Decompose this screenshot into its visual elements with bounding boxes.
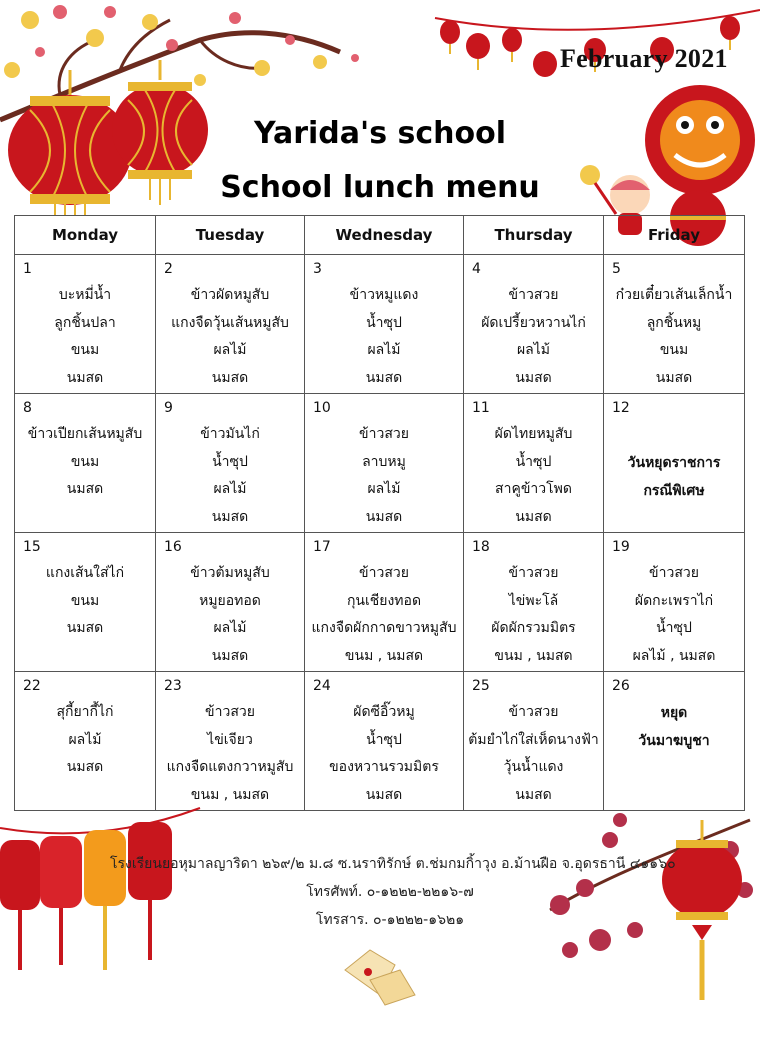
dish-item: ผัดกะเพราไก่ <box>634 592 714 609</box>
dish-item: ลูกชิ้นปลา <box>54 314 116 331</box>
column-header-wednesday: Wednesday <box>305 216 464 255</box>
lunch-menu-table <box>14 215 745 811</box>
day-number: 11 <box>472 400 490 416</box>
dish-item: นมสด <box>66 620 104 636</box>
table-row <box>15 394 745 533</box>
dish-item: ผลไม้ <box>367 342 401 358</box>
day-number: 17 <box>313 539 331 555</box>
dish-list <box>604 282 744 392</box>
menu-cell-thursday <box>464 255 604 394</box>
dish-item: กุนเชียงทอด <box>346 592 422 609</box>
lantern-red-1 <box>0 840 40 970</box>
day-number: 12 <box>612 400 630 416</box>
dish-item: ไข่เจียว <box>207 731 253 748</box>
dish-list <box>604 700 744 755</box>
dish-item: สาคูข้าวโพด <box>495 481 572 497</box>
dish-item: นมสด <box>515 786 552 803</box>
dish-item: แกงจืดวุ้นเส้นหมูสับ <box>171 314 289 331</box>
day-number: 22 <box>23 678 41 694</box>
dish-item: นมสด <box>515 508 552 525</box>
dish-item: นมสด <box>515 369 552 386</box>
dish-item: ขนม <box>70 453 100 470</box>
dish-item: นมสด <box>211 508 249 525</box>
day-number: 15 <box>23 539 41 555</box>
day-number: 1 <box>23 261 32 277</box>
menu-cell-wednesday <box>305 394 464 533</box>
dish-list <box>464 560 603 670</box>
dish-item: ข้าวเปียกเส้นหมูสับ <box>27 426 143 442</box>
dish-item: ลูกชิ้นหมู <box>646 314 702 331</box>
dish-list <box>464 421 603 531</box>
dish-item: ผลไม้ <box>213 620 247 636</box>
dish-item: แกงเส้นใส่ไก่ <box>45 565 125 581</box>
dish-item: นมสด <box>655 369 693 386</box>
dish-list <box>464 282 603 392</box>
menu-cell-monday <box>15 533 156 672</box>
dish-item: วันมาฆบูชา <box>638 732 710 749</box>
menu-cell-wednesday <box>305 533 464 672</box>
dish-list <box>15 699 155 782</box>
day-number: 5 <box>612 261 621 277</box>
dish-list <box>305 699 463 809</box>
dish-item: น้ำซุป <box>656 620 692 636</box>
menu-cell-tuesday <box>156 533 305 672</box>
column-header-monday: Monday <box>15 216 156 255</box>
dish-item: วุ้นน้ำแดง <box>503 759 564 775</box>
dish-list <box>156 282 304 392</box>
dish-item: ขนม <box>70 342 100 358</box>
day-number: 9 <box>164 400 173 416</box>
school-address: โรงเรียนยอหุมาลญาริดา ๒๖๙/๒ ม.๘ ซ.นราทิรักษ์ ต.ช่มกมกิ้าวุง อ.ม้านฝือ จ.อุดรธานี ๔๑๑๖๐ <box>110 856 676 872</box>
menu-cell-thursday <box>464 672 604 811</box>
dish-item: ข้าวหมูแดง <box>349 287 419 303</box>
dish-item: น้ำซุป <box>515 453 552 470</box>
dish-item: ข้าวผัดหมูสับ <box>190 287 270 303</box>
day-number: 23 <box>164 678 182 694</box>
dish-item: นมสด <box>66 369 104 386</box>
menu-cell-friday <box>604 255 745 394</box>
dish-list <box>604 450 744 505</box>
dish-item: ขนม , นมสด <box>190 786 270 803</box>
menu-cell-tuesday <box>156 672 305 811</box>
dish-item: ผลไม้ <box>367 481 401 497</box>
dish-item: ข้าวสวย <box>359 565 409 581</box>
dish-list <box>305 560 463 670</box>
day-number: 18 <box>472 539 490 555</box>
dish-item: นมสด <box>211 647 249 664</box>
day-number: 19 <box>612 539 630 555</box>
menu-cell-thursday <box>464 394 604 533</box>
menu-cell-friday <box>604 394 745 533</box>
menu-cell-friday <box>604 672 745 811</box>
menu-cell-friday <box>604 533 745 672</box>
menu-cell-wednesday <box>305 672 464 811</box>
dish-list <box>156 421 304 531</box>
dish-item: ขนม , นมสด <box>494 647 573 664</box>
dish-item: ขนม <box>70 592 100 609</box>
menu-cell-tuesday <box>156 255 305 394</box>
day-number: 26 <box>612 678 630 694</box>
dish-item: นมสด <box>66 759 104 775</box>
dish-item: แกงจืดแตงกวาหมูสับ <box>166 759 294 775</box>
dish-item: ก๋วยเตี๋ยวเส้นเล็กน้ำ <box>615 287 733 303</box>
dish-item: ผลไม้ <box>213 342 247 358</box>
table-row <box>15 255 745 394</box>
dish-item: ข้าวสวย <box>649 565 699 581</box>
menu-cell-wednesday <box>305 255 464 394</box>
dish-list <box>15 421 155 504</box>
dish-item: ผัดไทยหมูสับ <box>494 426 573 442</box>
dish-item: น้ำซุป <box>366 314 402 331</box>
dish-item: ข้าวสวย <box>205 704 255 720</box>
school-name: Yarida's school <box>254 116 506 151</box>
dish-item: ผลไม้ <box>516 342 551 358</box>
menu-cell-monday <box>15 672 156 811</box>
day-number: 16 <box>164 539 182 555</box>
table-header-row <box>15 216 745 255</box>
dish-list <box>305 421 463 531</box>
day-number: 3 <box>313 261 322 277</box>
dish-list <box>15 560 155 643</box>
dish-list <box>604 560 744 670</box>
day-number: 10 <box>313 400 331 416</box>
table-row <box>15 533 745 672</box>
dish-item: ต้มยำไก่ใส่เห็ดนางฟ้า <box>468 731 599 748</box>
month-year-title: February 2021 <box>560 44 728 73</box>
school-contact-footer <box>110 850 676 934</box>
dish-item: ของหวานรวมมิตร <box>329 759 439 775</box>
dish-item: นมสด <box>365 786 403 803</box>
dish-item: ผัดซีอิ๊วหมู <box>353 704 415 720</box>
dish-item: สุกี้ยากี้ไก่ <box>56 704 114 720</box>
dish-item: ข้าวสวย <box>508 565 559 581</box>
dish-item: ขนม , นมสด <box>344 647 424 664</box>
column-header-thursday: Thursday <box>464 216 604 255</box>
column-header-friday: Friday <box>604 216 745 255</box>
dish-item: ข้าวสวย <box>508 287 559 303</box>
menu-cell-tuesday <box>156 394 305 533</box>
dish-item: นมสด <box>365 508 403 525</box>
dish-item: ผัดผักรวมมิตร <box>491 620 576 636</box>
school-fax: โทรสาร. ๐-๑๒๒๒-๑๖๒๑ <box>315 912 465 928</box>
menu-cell-monday <box>15 255 156 394</box>
day-number: 2 <box>164 261 173 277</box>
dish-item: ไข่พะโล้ <box>508 592 559 609</box>
dish-item: ข้าวสวย <box>359 426 409 442</box>
dish-item: ข้าวมันไก่ <box>200 426 260 442</box>
dish-list <box>156 699 304 809</box>
dish-item: ผัดเปรี้ยวหวานไก่ <box>481 314 586 331</box>
dish-item: น้ำซุป <box>212 453 248 470</box>
dish-list <box>305 282 463 392</box>
dish-list <box>156 560 304 670</box>
dish-item: หยุด <box>660 705 688 721</box>
dish-item: ผลไม้ , นมสด <box>632 647 716 664</box>
menu-title: School lunch menu <box>220 170 540 205</box>
table-row <box>15 672 745 811</box>
dish-item: ผลไม้ <box>213 481 247 497</box>
dish-item: บะหมี่น้ำ <box>58 287 112 303</box>
lantern-red-2 <box>40 836 82 965</box>
day-number: 25 <box>472 678 490 694</box>
dish-item: นมสด <box>365 369 403 386</box>
dish-list <box>464 699 603 809</box>
menu-cell-monday <box>15 394 156 533</box>
red-lantern-large <box>8 70 132 215</box>
dish-item: นมสด <box>211 369 249 386</box>
menu-cell-thursday <box>464 533 604 672</box>
dish-list <box>15 282 155 392</box>
dish-item: นมสด <box>66 481 104 497</box>
dish-item: ผลไม้ <box>68 731 102 748</box>
dish-item: กรณีพิเศษ <box>643 482 705 499</box>
dish-item: ข้าวต้มหมูสับ <box>190 565 270 581</box>
dumpling-decoration <box>340 940 420 1010</box>
day-number: 4 <box>472 261 481 277</box>
day-number: 8 <box>23 400 32 416</box>
school-phone: โทรศัพท์. ๐-๑๒๒๒-๒๒๑๖-๗ <box>306 884 474 900</box>
dish-item: ขนม <box>659 342 689 358</box>
dish-item: วันหยุดราชการ <box>627 455 721 471</box>
dish-item: หมูยอทอด <box>199 592 261 609</box>
day-number: 24 <box>313 678 331 694</box>
dish-item: น้ำซุป <box>366 731 402 748</box>
dish-item: ข้าวสวย <box>508 704 559 720</box>
dish-item: ลาบหมู <box>362 453 406 470</box>
dish-item: แกงจืดผักกาดขาวหมูสับ <box>311 620 457 636</box>
column-header-tuesday: Tuesday <box>156 216 305 255</box>
